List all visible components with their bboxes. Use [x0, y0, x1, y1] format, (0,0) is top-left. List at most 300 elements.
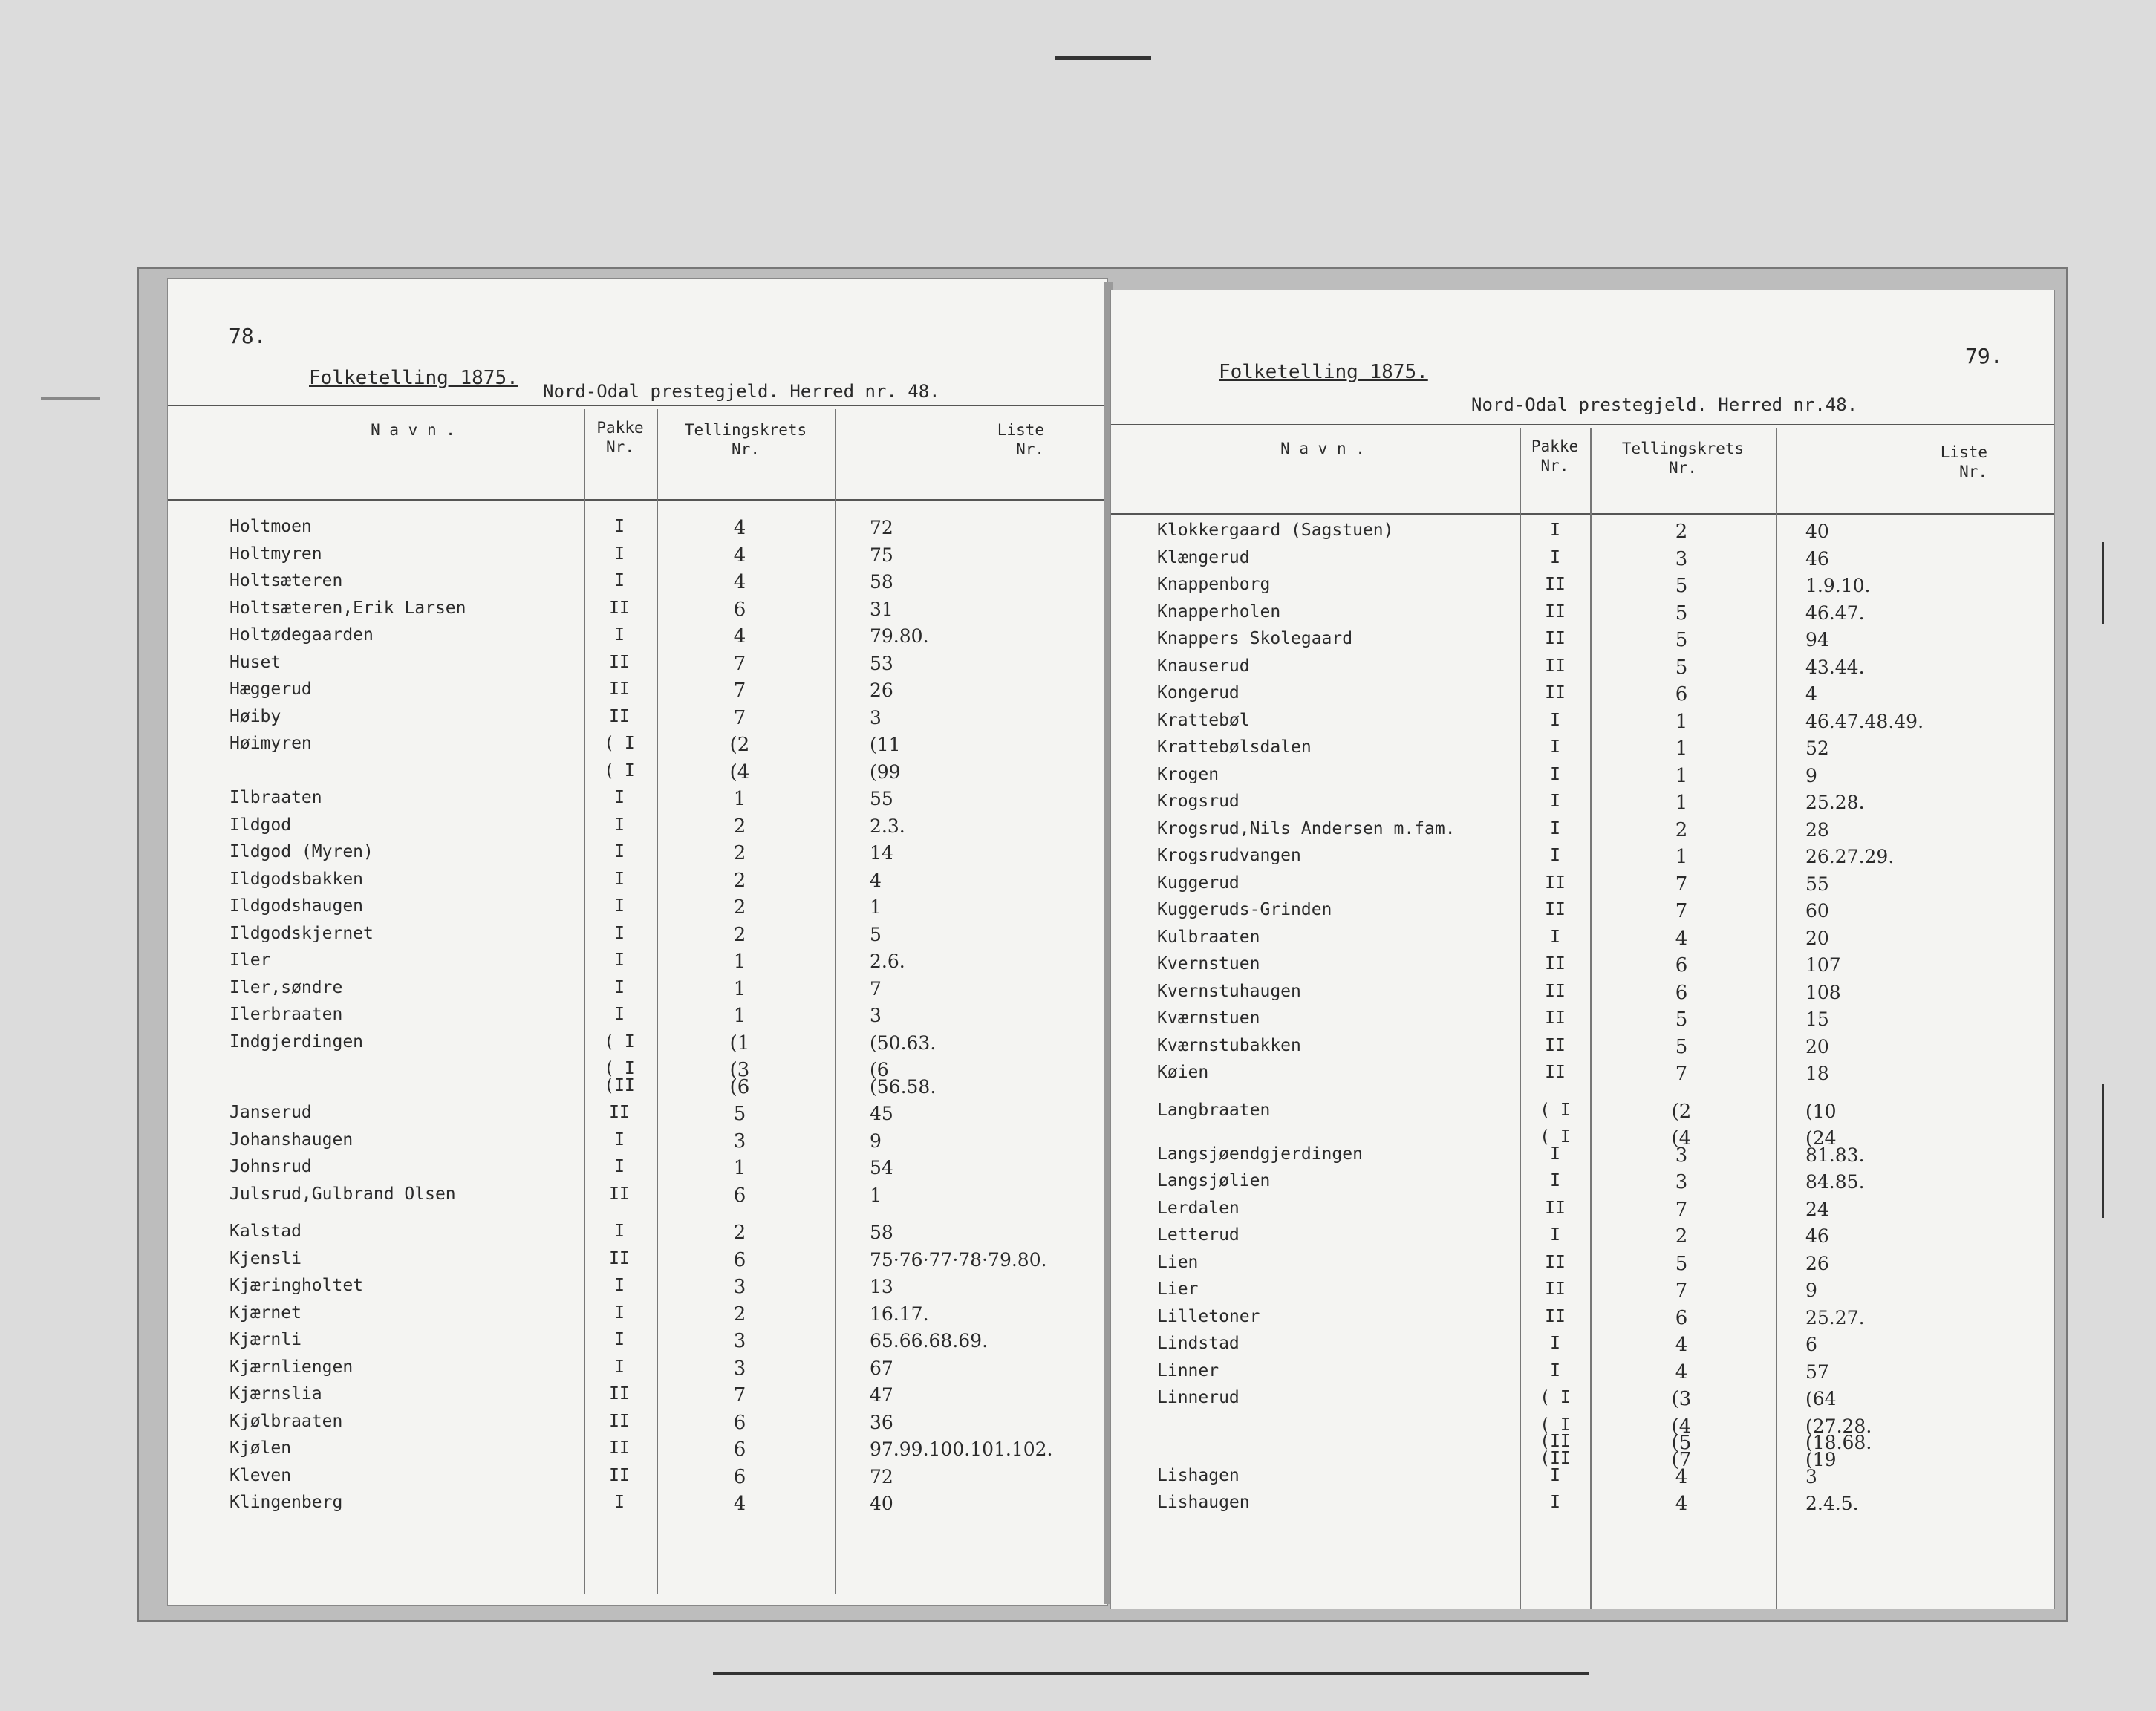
- cell-tk: 1: [1675, 846, 1688, 868]
- cell-pakke: II: [1545, 1252, 1566, 1272]
- table-row: [168, 1032, 1104, 1059]
- cell-name: Iler: [229, 951, 271, 971]
- cell-name: Lishagen: [1157, 1465, 1240, 1485]
- table-row: [168, 625, 1104, 652]
- cell-tk: 5: [1675, 629, 1688, 651]
- cell-liste: (18.68.: [1805, 1432, 1872, 1454]
- table-row: [168, 1222, 1104, 1248]
- cell-name: Holtmyren: [229, 544, 322, 564]
- cell-pakke: I: [614, 1157, 625, 1177]
- cell-name: Kalstad: [229, 1222, 302, 1242]
- cell-pakke: II: [1545, 1063, 1566, 1082]
- table-row: [168, 517, 1104, 544]
- cell-name: Ilerbraaten: [229, 1005, 343, 1025]
- table-row: [1111, 575, 2047, 602]
- table-row: [1111, 792, 2047, 818]
- cell-pakke: I: [1550, 1225, 1560, 1245]
- cell-liste: 43.44.: [1805, 656, 1865, 678]
- cell-name: Kjærnet: [229, 1303, 302, 1323]
- cell-tk: 4: [733, 1493, 746, 1516]
- table-row: [1111, 1144, 2047, 1171]
- cell-tk: 2: [1675, 818, 1688, 841]
- cell-liste: 9: [1805, 1280, 1817, 1302]
- cell-name: Krogsrud,Nils Andersen m.fam.: [1157, 818, 1456, 838]
- top-scan-mark: [1055, 56, 1151, 60]
- cell-name: Kongerud: [1157, 683, 1240, 703]
- cell-pakke: II: [609, 1384, 630, 1404]
- cell-tk: 6: [733, 1411, 746, 1434]
- header-top-rule: [168, 405, 1107, 406]
- cell-liste: (19: [1805, 1448, 1837, 1470]
- cell-liste: 25.28.: [1805, 792, 1865, 813]
- table-row: [1111, 1388, 2047, 1415]
- page-subtitle: Nord-Odal prestegjeld. Herred nr. 48.: [543, 381, 940, 402]
- table-row: [168, 1412, 1104, 1438]
- cell-pakke: I: [614, 1276, 625, 1296]
- cell-tk: 2: [733, 923, 746, 946]
- cell-name: Kuggerud: [1157, 873, 1240, 893]
- cell-name: Julsrud,Gulbrand Olsen: [229, 1184, 456, 1204]
- left-scan-mark: [41, 397, 100, 400]
- cell-pakke: II: [1545, 1280, 1566, 1300]
- cell-pakke: ( I: [604, 1059, 635, 1079]
- cell-tk: (7: [1671, 1448, 1692, 1471]
- table-row: [168, 1076, 1104, 1103]
- cell-pakke: ( I: [604, 1032, 635, 1052]
- header-pakke: Pakke Nr.: [1531, 437, 1579, 475]
- cell-tk: (4: [1671, 1127, 1692, 1150]
- cell-pakke: I: [1550, 1465, 1560, 1485]
- cell-name: Kleven: [229, 1465, 292, 1485]
- cell-pakke: II: [1545, 1198, 1566, 1218]
- header-top-rule: [1111, 424, 2054, 425]
- cell-liste: 46: [1805, 547, 1829, 570]
- table-row: [168, 978, 1104, 1005]
- cell-pakke: I: [1550, 792, 1560, 811]
- cell-name: Ildgodskjernet: [229, 923, 374, 943]
- cell-tk: 4: [1675, 1465, 1688, 1488]
- cell-tk: 2: [733, 815, 746, 838]
- cell-tk: 1: [1675, 737, 1688, 760]
- table-row: [1111, 1101, 2047, 1127]
- cell-liste: 26: [1805, 1252, 1829, 1274]
- cell-liste: 40: [1805, 521, 1829, 542]
- cell-name: Lier: [1157, 1280, 1199, 1300]
- cell-tk: 4: [1675, 1334, 1688, 1357]
- table-row: [168, 1184, 1104, 1211]
- cell-pakke: I: [614, 1303, 625, 1323]
- cell-liste: 4: [1805, 683, 1817, 705]
- cell-tk: 1: [1675, 764, 1688, 787]
- cell-liste: 55: [1805, 873, 1829, 895]
- cell-name: Krogsrudvangen: [1157, 846, 1301, 865]
- table-row: [168, 1249, 1104, 1276]
- cell-tk: (6: [729, 1075, 750, 1098]
- cell-name: Knapperholen: [1157, 602, 1281, 622]
- cell-liste: 52: [1805, 737, 1829, 759]
- header-navn: N a v n .: [1280, 440, 1365, 457]
- cell-pakke: I: [614, 1357, 625, 1377]
- cell-liste: 24: [1805, 1198, 1829, 1220]
- cell-pakke: II: [1545, 981, 1566, 1001]
- table-row: [168, 1493, 1104, 1519]
- cell-tk: 2: [733, 896, 746, 919]
- cell-liste: 60: [1805, 900, 1829, 922]
- table-row: [1111, 737, 2047, 764]
- cell-tk: 2: [1675, 521, 1688, 543]
- table-row: [168, 544, 1104, 571]
- cell-liste: (24: [1805, 1127, 1837, 1149]
- cell-pakke: I: [1550, 1334, 1560, 1354]
- table-row: [168, 571, 1104, 598]
- cell-name: Linner: [1157, 1360, 1219, 1381]
- cell-tk: (4: [1671, 1415, 1692, 1438]
- cell-pakke: II: [609, 1411, 630, 1431]
- cell-liste: 53: [870, 652, 893, 674]
- cell-pakke: II: [1545, 1008, 1566, 1028]
- table-row: [168, 761, 1104, 788]
- cell-liste: 79.80.: [870, 625, 929, 647]
- cell-pakke: I: [1550, 737, 1560, 757]
- cell-name: Letterud: [1157, 1225, 1240, 1245]
- cell-pakke: II: [1545, 1035, 1566, 1055]
- table-row: [1111, 521, 2047, 547]
- cell-tk: 3: [1675, 547, 1688, 570]
- cell-name: Klængerud: [1157, 547, 1250, 567]
- table-row: [1111, 1466, 2047, 1493]
- cell-pakke: II: [609, 706, 630, 726]
- margin-mark: [2102, 542, 2104, 624]
- cell-name: Klokkergaard (Sagstuen): [1157, 521, 1394, 540]
- margin-mark: [2102, 1084, 2104, 1218]
- cell-liste: (56.58.: [870, 1075, 937, 1098]
- left-page: [167, 278, 1108, 1606]
- cell-name: Langbraaten: [1157, 1100, 1271, 1120]
- cell-liste: 2.6.: [870, 951, 905, 973]
- cell-liste: 13: [870, 1276, 893, 1298]
- cell-pakke: II: [1545, 629, 1566, 648]
- cell-tk: 6: [733, 1184, 746, 1207]
- cell-pakke: I: [614, 951, 625, 971]
- cell-liste: 107: [1805, 954, 1841, 976]
- table-row: [168, 1438, 1104, 1465]
- cell-name: Kjærnliengen: [229, 1357, 354, 1377]
- cell-liste: 40: [870, 1493, 893, 1515]
- cell-pakke: I: [614, 571, 625, 590]
- cell-name: Kværnstubakken: [1157, 1035, 1301, 1055]
- cell-tk: 5: [1675, 602, 1688, 625]
- table-row: [1111, 819, 2047, 846]
- cell-tk: 7: [733, 679, 746, 702]
- table-row: [168, 951, 1104, 977]
- table-row: [168, 653, 1104, 679]
- cell-tk: 1: [733, 977, 746, 1000]
- cell-liste: 6: [1805, 1334, 1817, 1356]
- cell-liste: 1: [870, 1184, 882, 1206]
- table-row: [1111, 1063, 2047, 1089]
- cell-liste: 46.47.: [1805, 602, 1865, 624]
- table-row: [168, 707, 1104, 734]
- cell-tk: 7: [733, 1384, 746, 1407]
- cell-name: Janserud: [229, 1103, 312, 1123]
- cell-tk: (5: [1671, 1432, 1692, 1455]
- cell-tk: 1: [733, 1005, 746, 1028]
- cell-tk: 7: [1675, 1198, 1688, 1221]
- table-row: [168, 679, 1104, 706]
- cell-pakke: I: [1550, 1144, 1560, 1164]
- cell-pakke: II: [1545, 954, 1566, 974]
- cell-name: Kjærnslia: [229, 1384, 322, 1404]
- header-tellingskrets: Tellingskrets Nr.: [1621, 440, 1745, 477]
- header-bottom-rule: [168, 499, 1107, 501]
- table-row: [1111, 656, 2047, 683]
- table-row: [1111, 873, 2047, 900]
- cell-tk: 6: [1675, 981, 1688, 1004]
- cell-liste: (10: [1805, 1100, 1837, 1122]
- cell-liste: (6: [870, 1059, 889, 1081]
- table-row: [1111, 1171, 2047, 1198]
- table-row: [168, 788, 1104, 815]
- cell-liste: (99: [870, 760, 901, 783]
- cell-pakke: II: [609, 1103, 630, 1123]
- cell-tk: 5: [1675, 1252, 1688, 1275]
- table-row: [1111, 1199, 2047, 1225]
- cell-tk: 5: [1675, 1008, 1688, 1031]
- cell-pakke: I: [1550, 764, 1560, 784]
- cell-tk: (1: [729, 1032, 750, 1055]
- cell-liste: 75·76·77·78·79.80.: [870, 1248, 1047, 1271]
- cell-liste: 47: [870, 1384, 893, 1407]
- header-tellingskrets: Tellingskrets Nr.: [684, 421, 807, 458]
- cell-liste: 97.99.100.101.102.: [870, 1438, 1053, 1461]
- table-row: [168, 1466, 1104, 1493]
- cell-pakke: (II: [604, 1075, 635, 1095]
- cell-tk: 6: [1675, 1306, 1688, 1329]
- cell-name: Klingenberg: [229, 1493, 343, 1513]
- cell-name: Krattebøl: [1157, 710, 1250, 730]
- cell-tk: 2: [733, 842, 746, 865]
- cell-tk: 4: [733, 517, 746, 539]
- cell-tk: 4: [1675, 1360, 1688, 1384]
- cell-pakke: I: [614, 544, 625, 564]
- cell-liste: 65.66.68.69.: [870, 1330, 989, 1352]
- cell-name: Kulbraaten: [1157, 927, 1260, 947]
- cell-liste: 54: [870, 1157, 893, 1179]
- cell-name: Ildgodsbakken: [229, 869, 364, 889]
- cell-liste: 45: [870, 1103, 893, 1125]
- cell-name: Langsjølien: [1157, 1171, 1271, 1191]
- table-row: [1111, 602, 2047, 629]
- table-row: [1111, 846, 2047, 873]
- cell-pakke: I: [1550, 1493, 1560, 1513]
- table-row: [1111, 1225, 2047, 1252]
- cell-tk: (4: [729, 760, 750, 783]
- cell-pakke: I: [614, 1493, 625, 1513]
- cell-pakke: II: [1545, 683, 1566, 703]
- table-row: [1111, 982, 2047, 1008]
- cell-liste: 108: [1805, 981, 1841, 1003]
- cell-liste: 26.27.29.: [1805, 846, 1895, 867]
- cell-tk: 1: [733, 951, 746, 974]
- cell-tk: 3: [733, 1357, 746, 1380]
- cell-tk: 3: [1675, 1171, 1688, 1194]
- cell-pakke: II: [609, 1465, 630, 1485]
- cell-tk: 6: [733, 1248, 746, 1271]
- cell-pakke: II: [609, 1438, 630, 1459]
- cell-liste: 67: [870, 1357, 893, 1379]
- cell-pakke: I: [614, 923, 625, 943]
- table-row: [168, 1157, 1104, 1184]
- cell-pakke: I: [1550, 547, 1560, 567]
- cell-name: Krogsrud: [1157, 792, 1240, 811]
- table-row: [168, 842, 1104, 869]
- table-row: [1111, 1361, 2047, 1388]
- cell-name: Kjølbraaten: [229, 1411, 343, 1431]
- cell-liste: 2.3.: [870, 815, 905, 837]
- cell-name: Holtsæteren: [229, 571, 343, 590]
- table-row: [168, 924, 1104, 951]
- table-row: [168, 734, 1104, 760]
- cell-liste: 1.9.10.: [1805, 575, 1871, 596]
- cell-tk: 3: [733, 1330, 746, 1353]
- cell-pakke: I: [1550, 846, 1560, 865]
- table-row: [168, 1103, 1104, 1130]
- cell-liste: (11: [870, 734, 901, 755]
- cell-pakke: ( I: [1540, 1100, 1571, 1120]
- cell-pakke: II: [1545, 900, 1566, 919]
- page-number: 79.: [1965, 344, 2003, 368]
- cell-name: Lindstad: [1157, 1334, 1240, 1354]
- cell-liste: 26: [870, 679, 893, 701]
- cell-name: Johanshaugen: [229, 1130, 354, 1150]
- cell-name: Kvernstuhaugen: [1157, 981, 1301, 1001]
- table-row: [1111, 1307, 2047, 1334]
- cell-tk: 7: [1675, 900, 1688, 922]
- cell-tk: 3: [1675, 1144, 1688, 1167]
- cell-liste: 7: [870, 977, 882, 1000]
- cell-liste: 81.83.: [1805, 1144, 1865, 1166]
- cell-liste: (27.28.: [1805, 1415, 1872, 1437]
- cell-tk: 2: [733, 869, 746, 892]
- cell-tk: 4: [733, 544, 746, 567]
- cell-tk: 6: [733, 1465, 746, 1488]
- table-row: [1111, 629, 2047, 656]
- table-row: [168, 599, 1104, 625]
- header-liste: Liste Nr.: [997, 421, 1044, 458]
- cell-liste: 15: [1805, 1008, 1829, 1030]
- cell-liste: 16.17.: [870, 1303, 929, 1325]
- table-row: [168, 1005, 1104, 1032]
- cell-liste: (64: [1805, 1388, 1837, 1410]
- table-row: [1111, 1253, 2047, 1280]
- cell-tk: 6: [733, 1438, 746, 1461]
- cell-tk: (2: [729, 734, 750, 756]
- cell-tk: 7: [1675, 873, 1688, 896]
- cell-tk: 2: [1675, 1225, 1688, 1248]
- cell-name: Kvernstuen: [1157, 954, 1260, 974]
- cell-pakke: I: [1550, 1360, 1560, 1381]
- cell-tk: 7: [1675, 1063, 1688, 1085]
- cell-tk: 4: [733, 625, 746, 648]
- cell-pakke: I: [614, 625, 625, 645]
- cell-tk: 4: [733, 571, 746, 593]
- cell-liste: 55: [870, 788, 893, 810]
- cell-liste: 3: [870, 706, 882, 729]
- cell-tk: (3: [729, 1059, 750, 1082]
- cell-tk: 4: [1675, 927, 1688, 950]
- cell-tk: 6: [733, 598, 746, 621]
- cell-name: Johnsrud: [229, 1157, 312, 1177]
- cell-tk: 3: [733, 1130, 746, 1153]
- table-row: [168, 1303, 1104, 1330]
- cell-tk: 1: [1675, 710, 1688, 733]
- cell-tk: 6: [1675, 683, 1688, 705]
- page-title: Folketelling 1875.: [309, 367, 518, 389]
- cell-tk: 6: [1675, 954, 1688, 977]
- cell-tk: 2: [733, 1303, 746, 1326]
- header-liste: Liste Nr.: [1940, 443, 1987, 480]
- cell-tk: 1: [733, 1157, 746, 1180]
- cell-liste: 31: [870, 598, 893, 620]
- cell-pakke: I: [614, 788, 625, 808]
- cell-liste: 58: [870, 571, 893, 593]
- cell-pakke: ( I: [604, 734, 635, 753]
- cell-liste: 75: [870, 544, 893, 566]
- cell-name: Knauserud: [1157, 656, 1250, 676]
- cell-name: Kjæringholtet: [229, 1276, 364, 1296]
- cell-pakke: I: [614, 869, 625, 889]
- cell-liste: 28: [1805, 818, 1829, 841]
- cell-name: Lien: [1157, 1252, 1199, 1272]
- cell-pakke: II: [1545, 602, 1566, 622]
- table-row: [1111, 1334, 2047, 1360]
- cell-pakke: I: [614, 977, 625, 997]
- cell-pakke: (II: [1540, 1448, 1571, 1468]
- cell-pakke: (II: [1540, 1432, 1571, 1452]
- cell-name: Lishaugen: [1157, 1493, 1250, 1513]
- cell-name: Linnerud: [1157, 1388, 1240, 1408]
- cell-tk: 1: [733, 788, 746, 811]
- table-row: [1111, 928, 2047, 954]
- cell-name: Krogen: [1157, 764, 1219, 784]
- cell-tk: 7: [733, 706, 746, 729]
- cell-liste: 72: [870, 1465, 893, 1487]
- cell-pakke: II: [1545, 656, 1566, 676]
- cell-liste: 4: [870, 869, 882, 891]
- cell-name: Holtødegaarden: [229, 625, 374, 645]
- cell-pakke: I: [1550, 1171, 1560, 1191]
- cell-name: Kværnstuen: [1157, 1008, 1260, 1028]
- table-row: [1111, 1280, 2047, 1306]
- header-pakke: Pakke Nr.: [596, 419, 644, 456]
- cell-name: Indgjerdingen: [229, 1032, 364, 1052]
- cell-pakke: ( I: [1540, 1415, 1571, 1435]
- table-row: [168, 1358, 1104, 1384]
- cell-name: Kjærnli: [229, 1330, 302, 1350]
- cell-liste: 3: [1805, 1465, 1817, 1487]
- cell-liste: 58: [870, 1222, 893, 1244]
- cell-liste: 84.85.: [1805, 1171, 1865, 1193]
- cell-liste: 20: [1805, 927, 1829, 949]
- cell-liste: 1: [870, 896, 882, 919]
- page-number: 78.: [229, 324, 267, 348]
- cell-liste: 9: [870, 1130, 882, 1152]
- cell-name: Køien: [1157, 1063, 1209, 1082]
- cell-name: Høimyren: [229, 734, 312, 753]
- cell-liste: 25.27.: [1805, 1306, 1865, 1329]
- header-bottom-rule: [1111, 513, 2054, 515]
- cell-pakke: I: [1550, 521, 1560, 540]
